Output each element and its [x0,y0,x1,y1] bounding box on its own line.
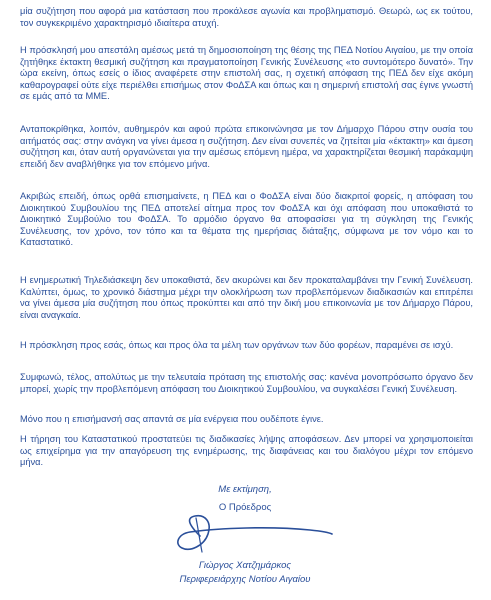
paragraph-2: Η πρόσκλησή μου απεστάλη αμέσως μετά τη δημοσιοποίηση της θέσης της ΠΕΔ Νοτίου Αιγαίου, με την οποία ζητήθηκε έκτακτη θεσμική συζήτηση και πραγματοποίηση Γενικής Συνέλευσης «το συντομότερο δυνατό». Την ώρα εκείνη, όπως εσείς ο ίδιος αναφέρετε στην επιστολή σας, η σχετική απόφαση της ΠΕΔ δεν είχε ακόμη καθαρογραφεί ούτε είχε περιέλθει επισήμως στον ΦοΔΣΑ και όπως και η σημερινή επιστολή σας έγινε γνωστή σε εμάς από τα ΜΜΕ. [20,45,473,101]
signer-role: Περιφερειάρχης Νοτίου Αιγαίου [179,574,311,585]
closing-salutation: Με εκτίμηση, [218,484,272,495]
paragraph-7: Συμφωνώ, τέλος, απολύτως με την τελευταία πρόταση της επιστολής σας: κανένα μονοπρόσωπο όργανο δεν μπορεί, χωρίς την προβλεπόμενη απόφαση του Διοικητικού Συμβουλίου, να συγκαλέσει Γενική Συνέλευση. [20,372,473,394]
handwritten-signature [160,508,340,558]
paragraph-1: μία συζήτηση που αφορά μια κατάσταση που προκάλεσε αγωνία και προβληματισμό. Θεωρώ, ως εκ τούτου, τον συγκεκριμένο χαρακτηρισμό ιδιαίτερα ατυχή. [20,6,473,28]
paragraph-5: Η ενημερωτική Τηλεδιάσκεψη δεν υποκαθιστά, δεν ακυρώνει και δεν προκαταλαμβάνει την Γενική Συνέλευση. Καλύπτει, όμως, το χρονικό διάστημα μέχρι την ολοκλήρωση των προβλεπόμενων διαδικασιών και επιτρέπει να γίνει άμεσα μία συζήτηση που όπως προκύπτει και από την δική μου επικοινωνία με τον Δήμαρχο Πάρου, είναι αναγκαία. [20,275,473,320]
paragraph-9: Η τήρηση του Καταστατικού προστατεύει τις διαδικασίες λήψης αποφάσεων. Δεν μπορεί να χρησιμοποιείται ως επιχείρημα για την απαγόρευση της ενημέρωσης, της διαφάνειας και του διαλόγου μέχρι τον επόμενο μήνα. [20,434,473,467]
signer-name: Γιώργος Χατζημάρκος [198,560,292,571]
paragraph-6: Η πρόσκληση προς εσάς, όπως και προς όλα τα μέλη των οργάνων των δύο φορέων, παραμένει σε ισχύ. [20,340,454,350]
paragraph-8: Μόνο που η επισήμανσή σας απαντά σε μία ενέργεια που ουδέποτε έγινε. [20,414,324,424]
paragraph-3: Ανταποκρίθηκα, λοιπόν, αυθημερόν και αφού πρώτα επικοινώνησα με τον Δήμαρχο Πάρου στην ουσία του αιτήματός σας: στην ανάγκη να γίνει άμεσα η συζήτηση. Δεν είναι συνεπές να ζητείται μία «έκτακτη» και άμεση συζήτηση και, όταν αυτή οργανώνεται για την αμέσως επόμενη ημέρα, να χαρακτηρίζεται θεσμική παράκαμψη επειδή δεν αναβλήθηκε για τον επόμενο μήνα. [20,124,473,169]
signer-title: Ο Πρόεδρος [218,502,272,513]
paragraph-4: Ακριβώς επειδή, όπως ορθά επισημαίνετε, η ΠΕΔ και ο ΦοΔΣΑ είναι δύο διακριτοί φορείς, η απόφαση του Διοικητικού Συμβουλίου της ΠΕΔ αποτελεί αίτημα προς τον ΦοΔΣΑ και όχι απόφαση που υποκαθιστά το Διοικητικό Συμβούλιο του ΦοΔΣΑ. Το αρμόδιο όργανο θα αποφασίσει για τη σύγκληση της Γενικής Συνέλευσης, τον χρόνο, τον τόπο και τα θέματα της ημερήσιας διάταξης, σύμφωνα με τον νόμο και το Καταστατικό. [20,191,473,247]
